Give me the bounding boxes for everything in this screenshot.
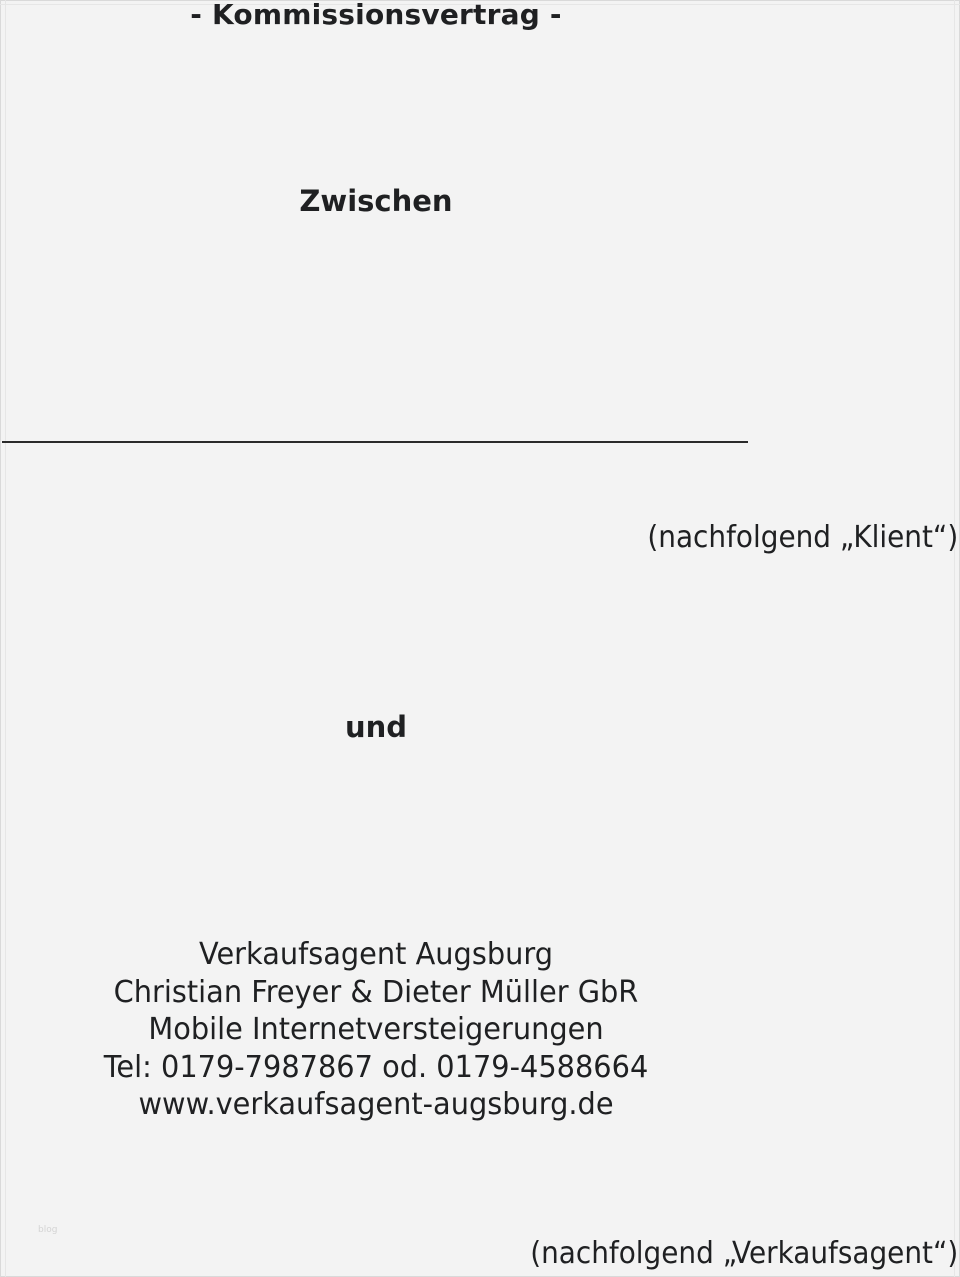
agent-phone: Tel: 0179-7987867 od. 0179-4588664	[103, 1049, 649, 1085]
agent-website: www.verkaufsagent-augsburg.de	[138, 1087, 614, 1122]
agent-company-name: Verkaufsagent Augsburg	[199, 937, 553, 972]
client-designation: (nachfolgend „Klient“)	[647, 520, 958, 555]
between-label: Zwischen	[299, 184, 453, 218]
and-label: und	[344, 710, 408, 744]
page-border-right	[954, 0, 955, 1277]
agent-address-block	[0, 936, 752, 1124]
client-name-blank-line	[2, 441, 748, 443]
document-title: - Kommissionsvertrag -	[190, 0, 562, 31]
agent-business-type: Mobile Internetversteigerungen	[148, 1012, 604, 1047]
agent-designation: (nachfolgend „Verkaufsagent“)	[529, 1236, 958, 1271]
agent-owners: Christian Freyer & Dieter Müller GbR	[113, 974, 639, 1010]
watermark-text: blog	[38, 1225, 58, 1235]
